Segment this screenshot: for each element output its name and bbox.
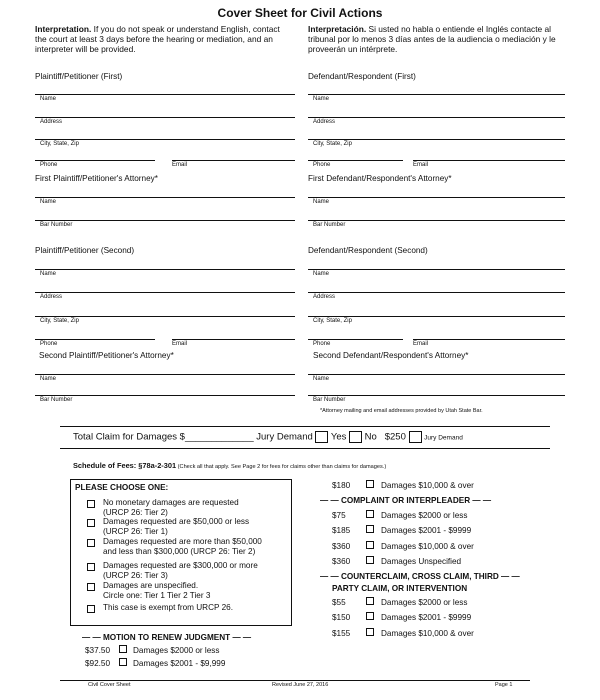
plaintiff-first-heading: Plaintiff/Petitioner (First) — [35, 72, 123, 81]
fee-checkbox[interactable] — [366, 556, 374, 564]
motion-heading-text: MOTION TO RENEW JUDGMENT — [102, 633, 231, 642]
dattorney1-bar-field[interactable] — [308, 220, 565, 221]
fee-description: Damages $2000 or less — [133, 646, 220, 655]
footer-divider — [60, 680, 530, 681]
fee-checkbox[interactable] — [366, 541, 374, 549]
choose-item-text — [103, 581, 210, 601]
choose-item-checkbox[interactable] — [87, 605, 95, 613]
fee-row — [332, 597, 570, 613]
pattorney2-bar-field[interactable] — [35, 395, 295, 396]
fee-row — [332, 556, 570, 572]
jury-fee-label: Jury Demand — [424, 434, 463, 442]
defendant1-city-field[interactable] — [308, 139, 565, 140]
pattorney2-bar-label: Bar Number — [40, 397, 73, 403]
fee-description: Damages $2000 or less — [381, 597, 468, 607]
defendant2-email-label: Email — [413, 341, 429, 347]
choose-item-checkbox[interactable] — [87, 563, 95, 571]
defendant1-name-label: Name — [313, 96, 330, 102]
defendant2-phone-label: Phone — [313, 341, 331, 347]
fee-checkbox[interactable] — [119, 645, 127, 653]
motion-heading — [82, 633, 251, 642]
schedule-note: (Check all that apply. See Page 2 for fees for claims other than claims for damages.) — [176, 464, 387, 470]
choose-one-box — [70, 479, 292, 626]
fee-row — [332, 541, 570, 557]
defendant2-address-field[interactable] — [308, 292, 565, 293]
choose-one-heading: PLEASE CHOOSE ONE: — [75, 483, 169, 492]
dattorney2-bar-field[interactable] — [308, 395, 565, 396]
footer-right: Page 1 — [495, 682, 513, 688]
fee-checkbox[interactable] — [366, 597, 374, 605]
pattorney1-bar-field[interactable] — [35, 220, 295, 221]
schedule-label: Schedule of Fees: §78a-2-301 — [73, 461, 177, 470]
fee-amount: $360 — [332, 557, 351, 566]
plaintiff2-name-field[interactable] — [35, 269, 295, 270]
choose-item-text — [103, 517, 249, 537]
fee-checkbox[interactable] — [366, 628, 374, 636]
fee-amount: $37.50 — [85, 646, 111, 655]
motion-row — [85, 645, 225, 658]
interpretation-english — [35, 24, 290, 54]
plaintiff2-address-label: Address — [40, 294, 63, 300]
choose-item-line2: (URCP 26: Tier 2) — [103, 508, 168, 517]
motion-list — [85, 645, 225, 671]
choose-item-checkbox[interactable] — [87, 539, 95, 547]
plaintiff2-email-field[interactable] — [172, 339, 295, 340]
plaintiff-second-heading: Plaintiff/Petitioner (Second) — [35, 246, 135, 255]
claim-row — [73, 431, 463, 443]
fee-row — [332, 628, 570, 644]
choose-item-checkbox[interactable] — [87, 519, 95, 527]
choose-item-checkbox[interactable] — [87, 583, 95, 591]
dattorney2-bar-label: Bar Number — [313, 397, 346, 403]
plaintiff1-address-field[interactable] — [35, 117, 295, 118]
second-plaintiff-attorney-heading: Second Plaintiff/Petitioner's Attorney* — [39, 351, 174, 360]
choose-item-text — [103, 537, 262, 557]
fee-description: Damages $10,000 & over — [381, 481, 474, 490]
motion-row — [85, 658, 225, 671]
heading-dash: — — — [320, 571, 341, 581]
plaintiff1-name-field[interactable] — [35, 94, 295, 95]
defendant2-name-field[interactable] — [308, 269, 565, 270]
first-plaintiff-attorney-heading: First Plaintiff/Petitioner's Attorney* — [35, 174, 158, 183]
fee-amount: $155 — [332, 628, 351, 638]
dattorney1-bar-label: Bar Number — [313, 222, 346, 228]
choose-item-line1: Damages requested are $50,000 or less — [103, 517, 250, 526]
defendant2-address-label: Address — [313, 294, 336, 300]
heading-text: COMPLAINT OR INTERPLEADER — [340, 495, 471, 505]
choose-item-line2: (URCP 26: Tier 1) — [103, 527, 168, 536]
fee-checkbox[interactable] — [366, 480, 374, 488]
dattorney1-name-label: Name — [313, 199, 330, 205]
fee-amount: $55 — [332, 597, 346, 607]
dattorney1-name-field[interactable] — [308, 197, 565, 198]
jury-no-checkbox[interactable] — [349, 431, 362, 443]
motion-dash-left: — — — [82, 633, 101, 642]
defendant1-email-field[interactable] — [413, 160, 565, 161]
interpretation-english-label: Interpretation. — [35, 24, 92, 34]
choose-item-line2: (URCP 26: Tier 3) — [103, 571, 168, 580]
interpretation-spanish-label: Interpretación. — [308, 24, 367, 34]
defendant-second-heading: Defendant/Respondent (Second) — [308, 246, 428, 255]
fee-row — [332, 510, 570, 526]
total-claim-field[interactable]: _____________ — [184, 431, 254, 443]
fee-checkbox[interactable] — [366, 525, 374, 533]
fee-amount: $180 — [332, 481, 351, 490]
fee-description: Damages $2001 - $9,999 — [133, 659, 226, 668]
defendant2-city-label: City, State, Zip — [313, 318, 352, 324]
defendant1-address-label: Address — [313, 119, 336, 125]
plaintiff1-city-field[interactable] — [35, 139, 295, 140]
plaintiff2-phone-label: Phone — [40, 341, 58, 347]
choose-item-line2: and less than $300,000 (URCP 26: Tier 2) — [103, 547, 256, 556]
jury-yes-label: Yes — [330, 431, 347, 443]
fee-amount: $150 — [332, 613, 351, 622]
fee-description: Damages $2001 - $9999 — [381, 526, 472, 535]
plaintiff1-name-label: Name — [40, 96, 57, 102]
choose-item-line1: Damages requested are more than $50,000 — [103, 537, 262, 546]
choose-item-checkbox[interactable] — [87, 500, 95, 508]
fee-amount: $92.50 — [85, 659, 111, 668]
interpretation-english-text: If you do not speak or understand English, contact the court at least 3 days before the hearing or mediation, and an interpreter will be provided. — [35, 24, 280, 54]
fee-checkbox[interactable] — [366, 510, 374, 518]
pattorney2-name-field[interactable] — [35, 374, 295, 375]
plaintiff2-city-label: City, State, Zip — [40, 318, 79, 324]
fee-checkbox[interactable] — [119, 658, 127, 666]
choose-item-text — [103, 603, 233, 613]
pattorney2-name-label: Name — [40, 376, 57, 382]
fee-description: Damages Unspecified — [381, 557, 462, 566]
plaintiff1-phone-field[interactable] — [35, 160, 155, 161]
choose-item-text — [103, 561, 258, 581]
heading-dash: — — — [470, 495, 492, 505]
page-title: Cover Sheet for Civil Actions — [217, 6, 383, 20]
defendant1-phone-field[interactable] — [308, 160, 403, 161]
defendant1-phone-label: Phone — [313, 162, 331, 168]
fee-description: Damages $10,000 & over — [381, 628, 474, 638]
defendant2-city-field[interactable] — [308, 316, 565, 317]
jury-fee-checkbox[interactable] — [409, 431, 422, 443]
jury-demand-label: Jury Demand — [256, 431, 313, 443]
right-fees — [320, 480, 570, 643]
defendant1-address-field[interactable] — [308, 117, 565, 118]
footer-center: Revised June 27, 2016 — [272, 682, 329, 688]
plaintiff1-address-label: Address — [40, 119, 63, 125]
jury-fee: $250 — [384, 431, 406, 443]
motion-dash-right: — — — [232, 633, 252, 642]
fee-section-heading — [320, 496, 570, 510]
schedule-of-fees — [73, 461, 386, 470]
plaintiff2-address-field[interactable] — [35, 292, 295, 293]
defendant2-phone-field[interactable] — [308, 339, 403, 340]
fee-checkbox[interactable] — [366, 612, 374, 620]
defendant1-name-field[interactable] — [308, 94, 565, 95]
fee-row — [332, 525, 570, 541]
plaintiff1-email-label: Email — [172, 162, 188, 168]
fee-description: Damages $2001 - $9999 — [381, 613, 472, 622]
pattorney1-name-label: Name — [40, 199, 57, 205]
defendant2-email-field[interactable] — [413, 339, 565, 340]
choose-item-line1: No monetary damages are requested — [103, 498, 239, 507]
fee-amount: $185 — [332, 526, 351, 535]
claim-bottom-divider — [60, 448, 550, 449]
fee-section-heading — [320, 572, 570, 584]
total-claim-label: Total Claim for Damages $ — [73, 431, 185, 443]
defendant2-name-label: Name — [313, 271, 330, 277]
fee-amount: $360 — [332, 541, 351, 551]
plaintiff2-city-field[interactable] — [35, 316, 295, 317]
first-defendant-attorney-heading: First Defendant/Respondent's Attorney* — [308, 174, 452, 183]
interpretation-spanish-text: Si usted no habla o entiende el Inglés contacte al tribunal por lo menos 3 días antes de la audiencia o mediación y le proveerán un intérprete. — [308, 24, 556, 54]
fee-description: Damages $10,000 & over — [381, 541, 474, 551]
dattorney2-name-label: Name — [313, 376, 330, 382]
second-defendant-attorney-heading: Second Defendant/Respondent's Attorney* — [313, 351, 469, 360]
defendant1-email-label: Email — [413, 162, 429, 168]
plaintiff2-email-label: Email — [172, 341, 188, 347]
fee-amount: $75 — [332, 510, 346, 520]
plaintiff1-city-label: City, State, Zip — [40, 141, 79, 147]
choose-item-text — [103, 498, 239, 518]
fee-row — [332, 612, 570, 628]
choose-item-line1: This case is exempt from URCP 26. — [103, 603, 233, 612]
fee-row — [332, 480, 570, 496]
fee-description: Damages $2000 or less — [381, 510, 468, 520]
attorney-footnote: *Attorney mailing and email addresses provided by Utah State Bar. — [320, 408, 483, 414]
plaintiff2-phone-field[interactable] — [35, 339, 155, 340]
heading-dash: — — — [320, 495, 341, 505]
footer-left: Civil Cover Sheet — [88, 682, 131, 688]
heading-text: COUNTERCLAIM, CROSS CLAIM, THIRD — [340, 571, 499, 581]
choose-item-line2: Circle one: Tier 1 Tier 2 Tier 3 — [103, 591, 211, 600]
defendant1-city-label: City, State, Zip — [313, 141, 352, 147]
pattorney1-bar-label: Bar Number — [40, 222, 73, 228]
pattorney1-name-field[interactable] — [35, 197, 295, 198]
heading-dash: — — — [498, 571, 520, 581]
plaintiff1-email-field[interactable] — [172, 160, 295, 161]
fee-section-heading-cont: PARTY CLAIM, OR INTERVENTION — [332, 583, 468, 593]
claim-top-divider — [60, 426, 550, 427]
jury-yes-checkbox[interactable] — [315, 431, 328, 443]
choose-item-line1: Damages are unspecified. — [103, 581, 199, 590]
dattorney2-name-field[interactable] — [308, 374, 565, 375]
plaintiff1-phone-label: Phone — [40, 162, 58, 168]
jury-no-label: No — [364, 431, 377, 443]
interpretation-spanish — [308, 24, 578, 54]
defendant-first-heading: Defendant/Respondent (First) — [308, 72, 416, 81]
plaintiff2-name-label: Name — [40, 271, 57, 277]
choose-item-line1: Damages requested are $300,000 or more — [103, 561, 258, 570]
